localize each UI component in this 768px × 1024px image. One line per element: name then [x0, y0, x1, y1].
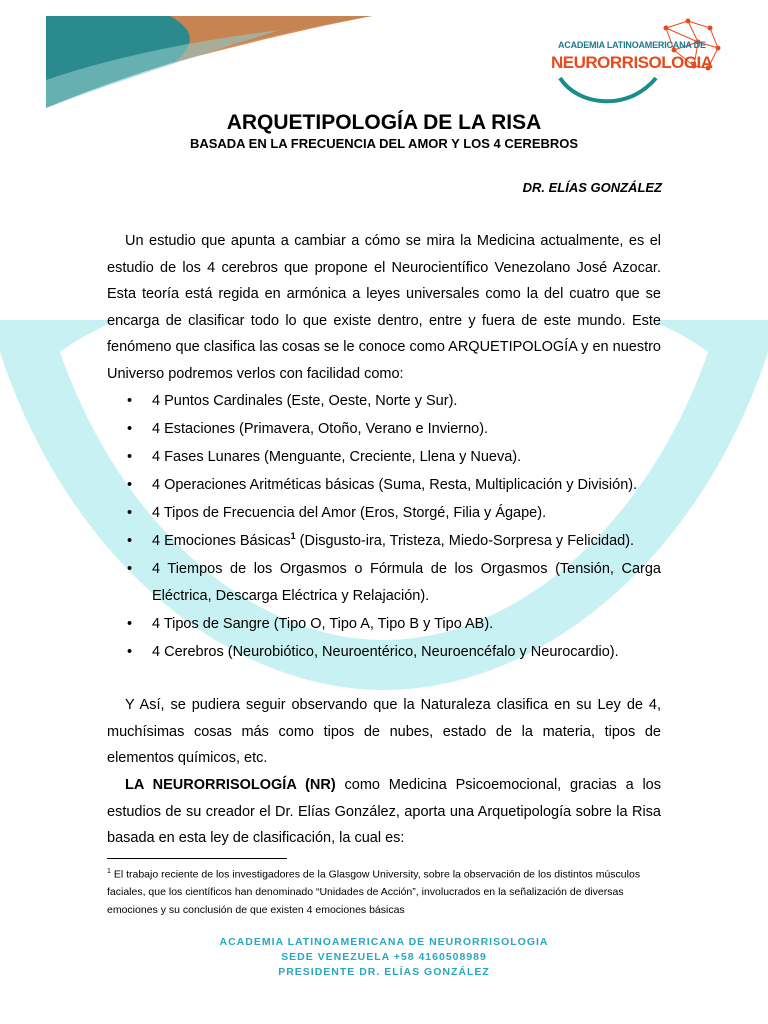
- logo-line-1: ACADEMIA LATINOAMERICANA DE: [558, 40, 706, 50]
- bullet-icon: •: [127, 421, 133, 437]
- emotions-prefix: 4 Emociones Básicas: [152, 533, 291, 549]
- document-author: DR. ELÍAS GONZÁLEZ: [522, 180, 662, 195]
- bullet-icon: •: [127, 449, 133, 465]
- paragraph-3-text: LA NEURORRISOLOGÍA (NR) como Medicina Psicoemocional, gracias a los estudios de su creador el Dr. Elías González, aporta una Arquetipología sobre la Risa basada en esta ley de clasificación, la cual es:: [107, 777, 661, 846]
- footnote-text: El trabajo reciente de los investigadores de la Glasgow University, sobre la observación de los distintos músculos faciales, que los científicos han denominado “Unidades de Acción”, involucrados en la señalización de diversas emociones y su conclusión de que existen 4 emociones básicas: [107, 868, 641, 916]
- footer-line-3: PRESIDENTE DR. ELÍAS GONZÁLEZ: [278, 966, 490, 978]
- document-subtitle: BASADA EN LA FRECUENCIA DEL AMOR Y LOS 4 CEREBROS: [189, 136, 579, 151]
- intro-text: Un estudio que apunta a cambiar a cómo se mira la Medicina actualmente, es el estudio de los 4 cerebros que propone el Neurocientífico Venezolano José Azocar. Esta teoría está regida en armónica a leyes universales como la del cuatro que se encarga de clasificar todo lo que existe dentro, entre y fuera de este mundo. Este fenómeno que clasifica las cosas se le conoce como ARQUETIPOLOGÍA y en nuestro Universo podremos verlos con facilidad como:: [107, 233, 661, 382]
- header-swoosh-orange: [170, 16, 372, 62]
- document-title: ARQUETIPOLOGÍA DE LA RISA: [226, 111, 542, 134]
- bullet-icon: •: [127, 505, 133, 521]
- bullet-icon: •: [127, 533, 133, 549]
- list-item: • 4 Operaciones Aritméticas básicas (Suma, Resta, Multiplicación y División).: [107, 472, 661, 499]
- academy-logo: [548, 16, 728, 112]
- bullet-icon: •: [127, 393, 133, 409]
- bullet-icon: •: [127, 477, 133, 493]
- logo-line-2: NEURORRISOLOGIA: [551, 53, 713, 72]
- list-item: • 4 Estaciones (Primavera, Otoño, Verano e Invierno).: [107, 416, 661, 443]
- footnote-number: 1: [107, 868, 111, 875]
- list-item: • 4 Puntos Cardinales (Este, Oeste, Norte y Sur).: [107, 388, 661, 415]
- archetype-list: [107, 388, 661, 667]
- bullet-icon: •: [127, 561, 133, 577]
- footnote: [107, 863, 663, 919]
- paragraph-2-text: Y Así, se pudiera seguir observando que la Naturaleza clasifica en su Ley de 4, muchísimas cosas más como tipos de nubes, estado de la materia, tipos de elementos químicos, etc.: [107, 697, 661, 766]
- list-item: • 4 Fases Lunares (Menguante, Creciente, Llena y Nueva).: [107, 444, 661, 471]
- list-item: • 4 Tiempos de los Orgasmos o Fórmula de los Orgasmos (Tensión, Carga Eléctrica, Descarga Eléctrica y Relajación).: [107, 556, 661, 609]
- neurorrisologia-bold: LA NEURORRISOLOGÍA (NR): [125, 777, 336, 793]
- paragraph-3: [107, 772, 661, 852]
- list-item: • 4 Cerebros (Neurobiótico, Neuroentérico, Neuroencéfalo y Neurocardio).: [107, 639, 661, 666]
- paragraph-2: [107, 692, 661, 772]
- footnote-divider: [107, 858, 287, 859]
- footnote-ref: 1: [290, 531, 296, 542]
- bullet-icon: •: [127, 615, 133, 632]
- footer-line-2: SEDE VENEZUELA +58 4160508989: [281, 951, 487, 963]
- footer-line-1: ACADEMIA LATINOAMERICANA DE NEURORRISOLOGIA: [219, 936, 549, 948]
- list-item: • 4 Tipos de Frecuencia del Amor (Eros, Storgé, Filia y Ágape).: [107, 500, 661, 527]
- bullet-icon: •: [127, 643, 133, 660]
- list-item: • 4 Emociones Básicas$^1$ (Disgusto-ira, Tristeza, Miedo-Sorpresa y Felicidad).: [107, 528, 661, 555]
- intro-paragraph: [107, 228, 661, 387]
- list-item: • 4 Tipos de Sangre (Tipo O, Tipo A, Tipo B y Tipo AB).: [107, 611, 661, 638]
